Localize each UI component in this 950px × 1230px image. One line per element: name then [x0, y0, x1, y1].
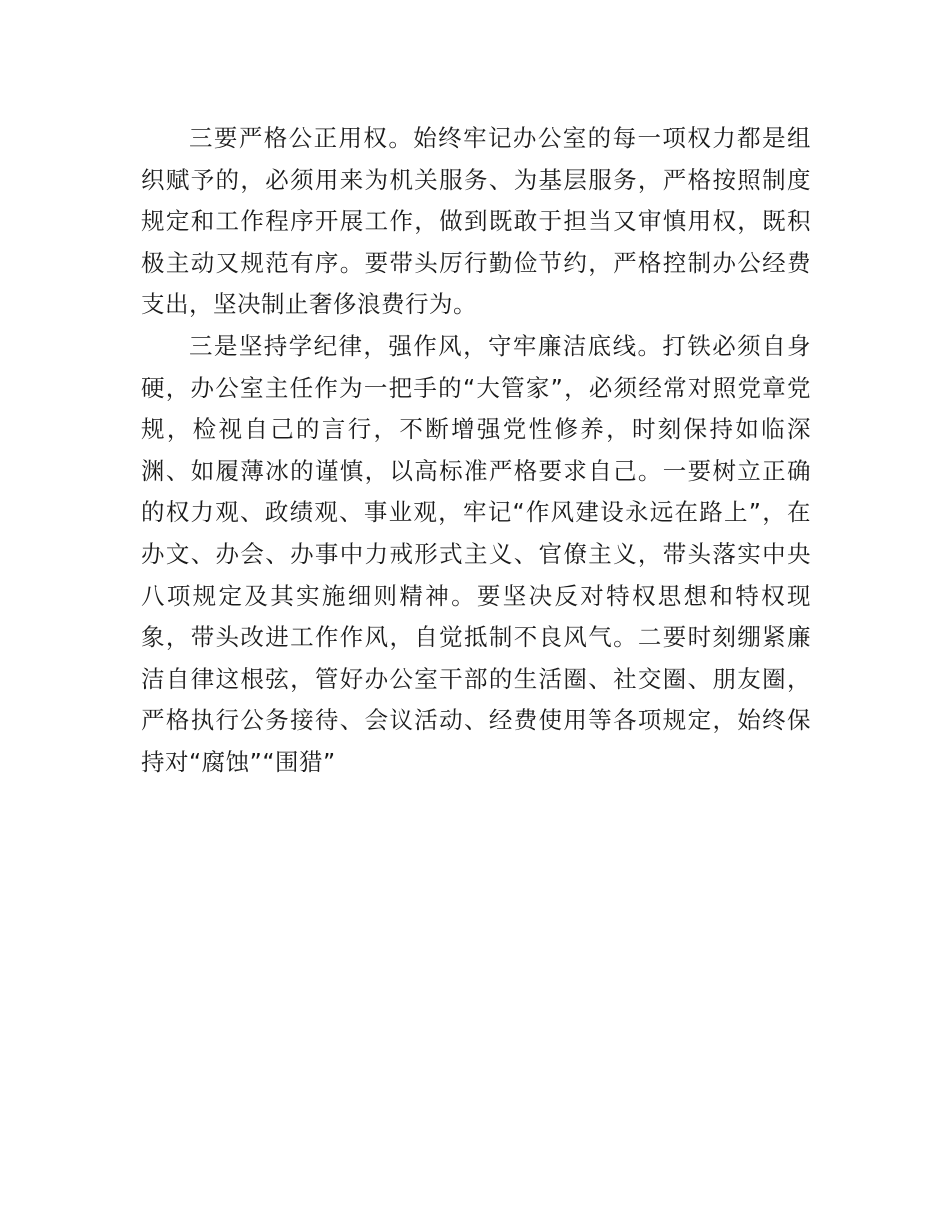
- paragraph-1: 三要严格公正用权。始终牢记办公室的每一项权力都是组织赋予的，必须用来为机关服务、为基层服务，严格按照制度规定和工作程序开展工作，做到既敢于担当又审慎用权，既积极主动又规范有序。要带头厉行勤俭节约，严格控制办公经费支出，坚决制止奢侈浪费行为。: [141, 124, 811, 319]
- document-body: [141, 118, 811, 784]
- paragraph-2: 三是坚持学纪律，强作风，守牢廉洁底线。打铁必须自身硬，办公室主任作为一把手的“大管家”，必须经常对照党章党规，检视自己的言行，不断增强党性修养，时刻保持如临深渊、如履薄冰的谨慎，以高标准严格要求自己。一要树立正确的权力观、政绩观、事业观，牢记“作风建设永远在路上”，在办文、办会、办事中力戒形式主义、官僚主义，带头落实中央八项规定及其实施细则精神。要坚决反对特权思想和特权现象，带头改进工作作风，自觉抵制不良风气。二要时刻绷紧廉洁自律这根弦，管好办公室干部的生活圈、社交圈、朋友圈，严格执行公务接待、会议活动、经费使用等各项规定，始终保持对“腐蚀”“围猎”: [141, 331, 811, 776]
